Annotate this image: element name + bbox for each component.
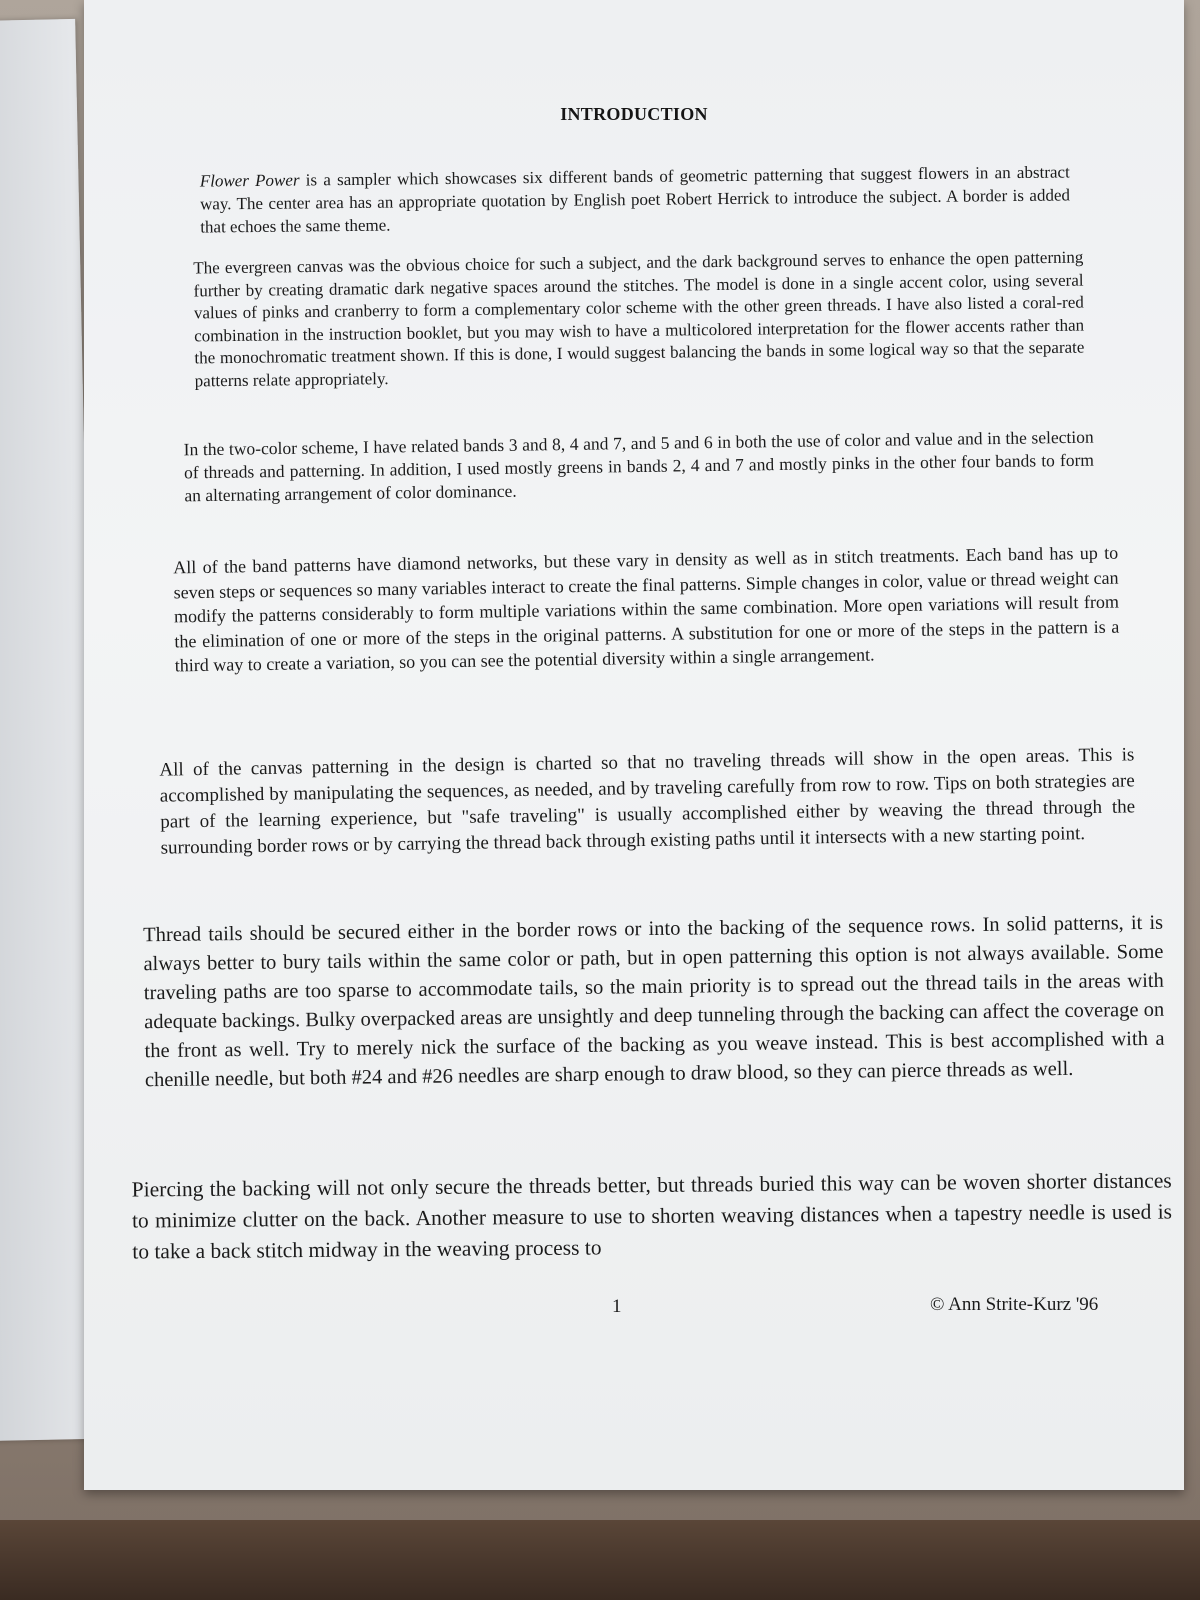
page-title: INTRODUCTION [560,104,708,124]
paragraph-7: Piercing the backing will not only secure the threads better, but threads buried this way can be woven shorter distances to minimize clutter on the back. Another measure to use to shorten weaving distances when a tapestry needle is used is to take a back stitch midway in the weaving process to [131,1168,1173,1264]
paragraph-1 [200,160,1071,238]
page-number: 1 [612,1296,622,1317]
copyright-notice: © Ann Strite-Kurz '96 [930,1294,1099,1315]
document-page [84,0,1184,1490]
paragraph-1-title: Flower Power [199,170,300,191]
paragraph-5: All of the canvas patterning in the design is charted so that no traveling threads will show in the open areas. This is accomplished by manipulating the sequences, as needed, and by traveling carefully from row to row. Tips on both strategies are part of the learning experience, but "safe traveling" is usually accomplished either by weaving the thread through the surrounding border rows or by carrying the thread back through existing paths until it intersects with a new starting point. [159,744,1136,859]
paragraph-2: The evergreen canvas was the obvious choice for such a subject, and the dark background serves to enhance the open patterning further by creating dramatic dark negative spaces around the stitches. The model is done in a single accent color, using several values of pinks and cranberry to form a complementary color scheme with the other green threads. I have also listed a coral-red combination in the instruction booklet, but you may wish to have a multicolored interpretation for the flower accents rather than the monochromatic treatment shown. If this is done, I would suggest balancing the bands in some logical way so that the separate patterns relate appropriately. [193,247,1085,390]
paragraph-1-text: is a sampler which showcases six different bands of geometric patterning that suggest flowers in an abstract way. The center area has an appropriate quotation by English poet Robert Herrick to introduce the subject. A border is added that echoes the same theme. [199,162,1071,237]
paragraph-6: Thread tails should be secured either in the border rows or into the backing of the sequence rows. In solid patterns, it is always better to bury tails within the same color or path, but in open patterning this option is not always available. Some traveling paths are too sparse to accommodate tails, so the main priority is to spread out the thread tails in the areas with adequate backings. Bulky overpacked areas are unsightly and deep tunneling through the backing can affect the coverage on the front as well. Try to merely nick the surface of the backing as you weave instead. This is best accomplished with a chenille needle, but both #24 and #26 needles are sharp enough to draw blood, so they can pierce threads as well. [143,911,1165,1092]
table-surface [0,1520,1200,1600]
paragraph-4: All of the band patterns have diamond networks, but these vary in density as well as in stitch treatments. Each band has up to seven steps or sequences so many variables interact to create the final patterns. Simple changes in color, value or thread weight can modify the patterns considerably to form multiple variations within the same combination. More open variations will result from the elimination of one or more of the steps in the original patterns. A substitution for one or more of the steps in the pattern is a third way to create a variation, so you can see the potential diversity within a single arrangement. [173,542,1120,676]
paragraph-3: In the two-color scheme, I have related bands 3 and 8, 4 and 7, and 5 and 6 in both the use of color and value and in the selection of threads and patterning. In addition, I used mostly greens in bands 2, 4 and 7 and mostly pinks in the other four bands to form an alternating arrangement of color dominance. [183,426,1095,506]
